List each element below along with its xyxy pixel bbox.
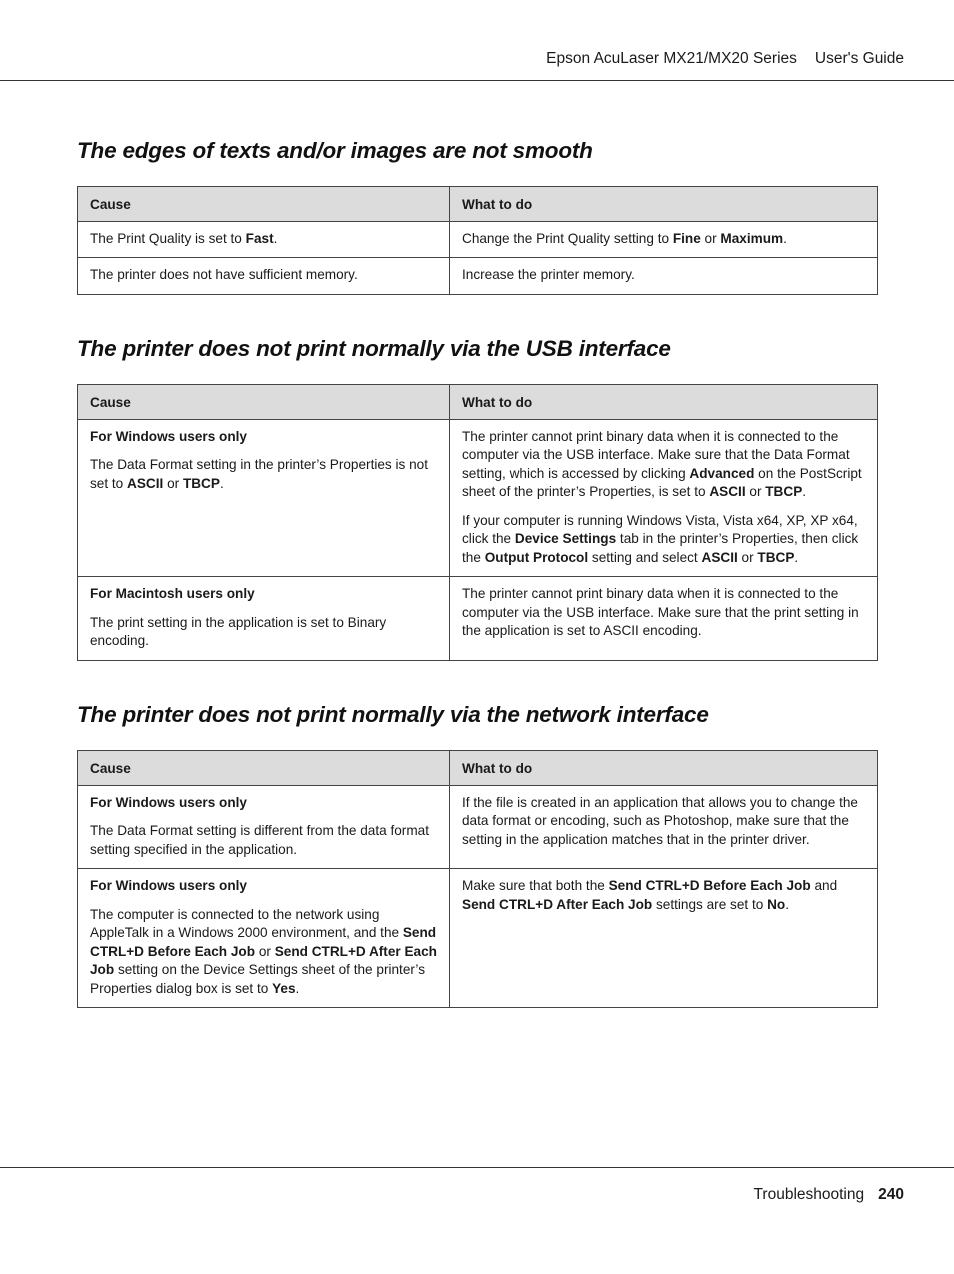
section-title-usb: The printer does not print normally via the USB interface	[77, 336, 671, 361]
text-run: .	[295, 980, 300, 996]
section-title-smooth: The edges of texts and/or images are not smooth	[77, 138, 593, 163]
bold-term: Maximum	[720, 230, 784, 246]
table-row	[78, 258, 878, 295]
what-to-do-cell	[450, 419, 878, 577]
table-row	[78, 785, 878, 869]
text-run: .	[273, 230, 278, 246]
bold-term: Fine	[672, 230, 701, 246]
text-run: The printer does not have sufficient memory.	[90, 267, 358, 282]
text-run: or	[163, 475, 183, 491]
text-run: The print setting in the application is set to Binary encoding.	[90, 614, 387, 648]
text-run: The Print Quality is set to	[90, 230, 246, 246]
section-title-network: The printer does not print normally via the network interface	[77, 702, 709, 727]
footer-section: Troubleshooting	[753, 1186, 865, 1203]
header-rule	[0, 80, 954, 81]
text-run: .	[219, 475, 224, 491]
bold-term: Device Settings	[514, 531, 617, 546]
cause-text	[90, 230, 441, 249]
table-row	[78, 869, 878, 1008]
cause-cell	[78, 419, 450, 577]
text-run: on the PostScript sheet of the printer’s Properties, is set to	[462, 465, 862, 499]
what-to-do-text	[462, 230, 869, 249]
what-to-do-text	[462, 428, 869, 502]
column-header-cause: Cause	[78, 187, 450, 222]
bold-term: Advanced	[689, 465, 755, 481]
column-header-what-to-do: What to do	[450, 751, 878, 786]
what-to-do-text	[462, 794, 869, 850]
table-row	[78, 577, 878, 661]
cause-cell	[78, 869, 450, 1008]
cause-subheading: For Macintosh users only	[90, 586, 255, 601]
cause-subheading: For Windows users only	[90, 428, 247, 444]
what-to-do-cell	[450, 577, 878, 661]
what-to-do-text	[462, 266, 869, 285]
cause-cell	[78, 221, 450, 258]
column-header-cause: Cause	[78, 751, 450, 786]
what-to-do-text	[462, 877, 869, 914]
cause-text	[90, 266, 441, 285]
text-run: The printer cannot print binary data when it is connected to the computer via the USB interface. Make sure that the Data Format setting, which is accessed by clicking	[462, 428, 850, 481]
running-header	[546, 50, 904, 68]
table-usb	[77, 384, 878, 661]
text-run: If your computer is running Windows Vista, Vista x64, XP, XP x64, click the	[462, 512, 858, 546]
text-run: settings are set to	[652, 896, 768, 912]
what-to-do-cell	[450, 221, 878, 258]
text-run: The printer cannot print binary data when it is connected to the computer via the USB interface. Make sure that the print setting in the application is set to ASCII encoding.	[462, 586, 859, 638]
text-run: The Data Format setting in the printer’s Properties is not set to	[90, 457, 428, 491]
table-row	[78, 221, 878, 258]
text-run: or	[737, 549, 758, 565]
what-to-do-cell	[450, 258, 878, 295]
bold-term: TBCP	[182, 475, 220, 491]
text-run: tab in the printer’s Properties, then click the	[462, 531, 859, 565]
bold-term: Fast	[245, 230, 274, 246]
bold-term: ASCII	[701, 549, 738, 565]
bold-term: ASCII	[709, 484, 746, 499]
column-header-cause: Cause	[78, 385, 450, 420]
cause-subheading: For Windows users only	[90, 878, 247, 893]
table-row	[78, 419, 878, 577]
what-to-do-text	[462, 585, 869, 641]
bold-term: Send CTRL+D Before Each Job	[90, 925, 437, 959]
bold-term: Output Protocol	[484, 549, 589, 565]
text-run: Change the Print Quality setting to	[462, 230, 673, 246]
text-run: or	[700, 230, 721, 246]
bold-term: Yes	[272, 980, 296, 996]
table-smooth	[77, 186, 878, 295]
cause-text	[90, 906, 441, 999]
page-number: 240	[878, 1186, 904, 1203]
running-footer	[754, 1186, 904, 1204]
text-run: .	[783, 230, 787, 246]
text-run: .	[794, 549, 799, 565]
text-run: Increase the printer memory.	[462, 267, 635, 282]
footer-rule	[0, 1167, 954, 1168]
text-run: The Data Format setting is different from the data format setting specified in the application.	[90, 823, 429, 857]
text-run: or	[255, 943, 275, 959]
table-network	[77, 750, 878, 1008]
cause-cell	[78, 258, 450, 295]
bold-term: Send CTRL+D Before Each Job	[608, 878, 811, 893]
bold-term: No	[767, 896, 786, 912]
what-to-do-cell	[450, 869, 878, 1008]
text-run: .	[802, 484, 807, 499]
text-run: setting and select	[588, 549, 702, 565]
bold-term: Send CTRL+D After Each Job	[90, 943, 437, 977]
cause-text	[90, 456, 441, 493]
bold-term: ASCII	[127, 475, 164, 491]
cause-text	[90, 822, 441, 859]
bold-term: Send CTRL+D After Each Job	[462, 896, 653, 912]
cause-subheading: For Windows users only	[90, 794, 247, 810]
text-run: or	[745, 484, 766, 499]
cause-cell	[78, 577, 450, 661]
bold-term: TBCP	[765, 484, 803, 499]
text-run: The computer is connected to the network using AppleTalk in a Windows 2000 environment, and the	[90, 906, 403, 940]
bold-term: TBCP	[757, 549, 795, 565]
text-run: Make sure that both the	[462, 878, 609, 893]
text-run: and	[810, 878, 838, 893]
what-to-do-text	[462, 512, 869, 568]
text-run: setting on the Device Settings sheet of the printer’s Properties dialog box is set to	[90, 962, 425, 996]
cause-cell	[78, 785, 450, 869]
text-run: If the file is created in an application that allows you to change the data format or encoding, such as Photoshop, make sure that the setting in the application matches that in the printer driver.	[462, 794, 858, 847]
header-product: Epson AcuLaser MX21/MX20 Series	[546, 50, 797, 67]
cause-text	[90, 614, 441, 651]
header-guide: User's Guide	[814, 50, 904, 67]
text-run: .	[785, 896, 789, 912]
what-to-do-cell	[450, 785, 878, 869]
column-header-what-to-do: What to do	[450, 187, 878, 222]
column-header-what-to-do: What to do	[450, 385, 878, 420]
